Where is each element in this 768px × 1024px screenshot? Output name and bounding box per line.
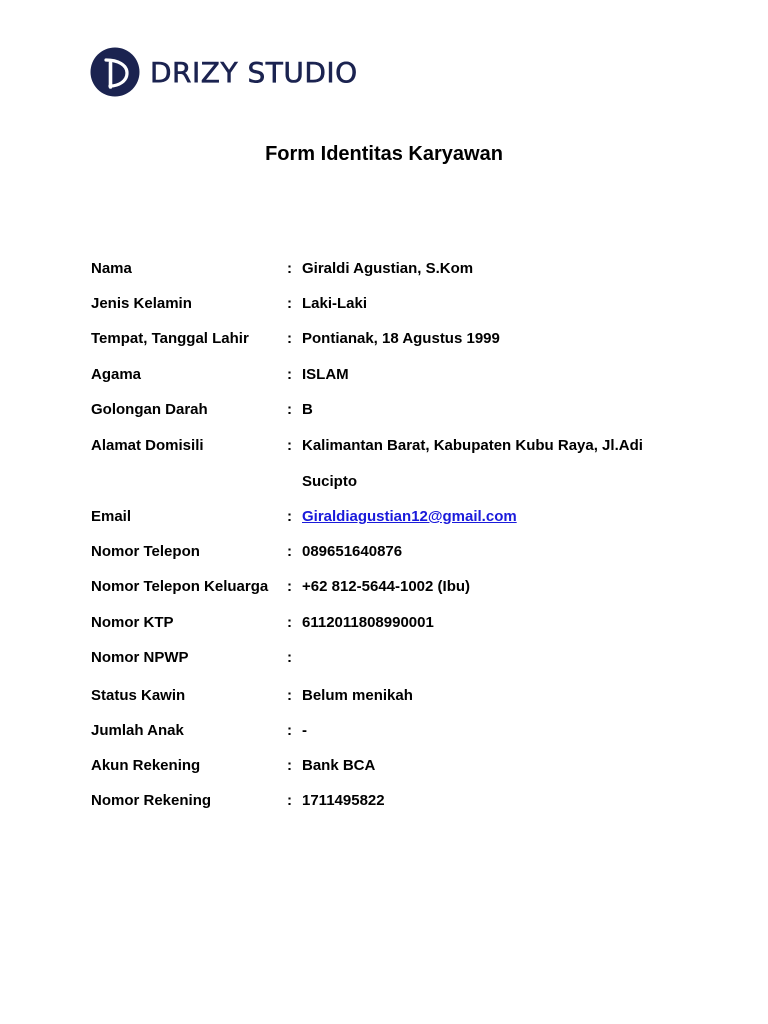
field-colon: : (287, 722, 292, 739)
field-value: - (302, 722, 307, 739)
field-colon: : (287, 295, 292, 312)
field-value: 1711495822 (302, 792, 385, 809)
field-label: Nomor Telepon Keluarga (91, 578, 269, 595)
field-label: Status Kawin (91, 687, 186, 704)
drizy-logo-icon (90, 47, 140, 97)
field-label: Jumlah Anak (91, 722, 184, 739)
field-value: Pontianak, 18 Agustus 1999 (302, 330, 500, 347)
field-label: Akun Rekening (91, 757, 201, 774)
field-label: Nomor Rekening (91, 792, 212, 809)
field-label: Golongan Darah (91, 401, 208, 418)
field-colon: : (287, 792, 292, 809)
field-value: 089651640876 (302, 543, 403, 560)
field-label: Jenis Kelamin (91, 295, 192, 312)
field-value: ISLAM (302, 366, 349, 383)
field-value: Bank BCA (302, 757, 376, 774)
company-logo (90, 46, 358, 98)
field-colon: : (287, 543, 292, 560)
field-value: 6112011808990001 (302, 614, 434, 631)
field-label: Nama (91, 260, 132, 277)
field-label: Nomor NPWP (91, 649, 189, 666)
field-value: Giraldi Agustian, S.Kom (302, 260, 474, 277)
field-colon: : (287, 508, 292, 525)
field-colon: : (287, 437, 292, 454)
field-colon: : (287, 757, 292, 774)
field-label: Email (91, 508, 132, 525)
field-value: Kalimantan Barat, Kabupaten Kubu Raya, Jl.Adi Sucipto (302, 437, 643, 490)
field-label: Tempat, Tanggal Lahir (91, 330, 249, 347)
field-label: Nomor KTP (91, 614, 174, 631)
field-colon: : (287, 401, 292, 418)
field-value: B (302, 401, 313, 418)
field-colon: : (287, 649, 292, 666)
field-label: Nomor Telepon (91, 543, 200, 560)
field-label: Agama (91, 366, 142, 383)
field-colon: : (287, 614, 292, 631)
field-label: Alamat Domisili (91, 437, 204, 454)
logo-text: DRIZY STUDIO (150, 55, 358, 89)
field-value (302, 499, 702, 535)
field-value: +62 812-5644-1002 (Ibu) (302, 578, 471, 595)
field-colon: : (287, 366, 292, 383)
email-link[interactable]: Giraldiagustian12@gmail.com (302, 508, 517, 525)
field-colon: : (287, 578, 292, 595)
field-colon: : (287, 330, 292, 347)
field-value: Laki-Laki (302, 295, 368, 312)
page-title: Form Identitas Karyawan (265, 143, 503, 165)
field-value: Belum menikah (302, 687, 413, 704)
field-colon: : (287, 687, 292, 704)
field-colon: : (287, 260, 292, 277)
